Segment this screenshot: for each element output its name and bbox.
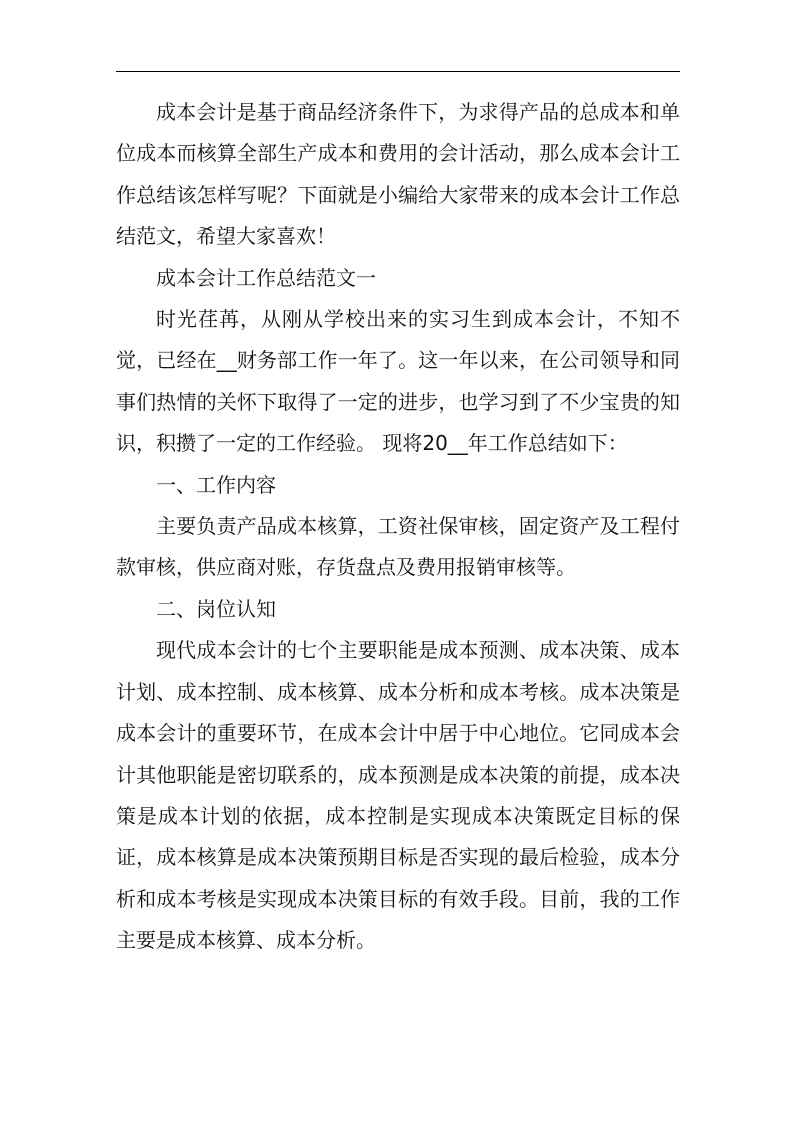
subheading-role-understanding: 二、岗位认知 [156,596,276,621]
header-rule [116,71,680,72]
intro-paragraph: 成本会计是基于商品经济条件下，为求得产品的总成本和单位成本而核算全部生产成本和费用的会计活动，那么成本会计工作总结该怎样写呢？下面就是小编给大家带来的成本会计工作总结范文，希望大家喜欢！ [116,100,680,249]
document-body [116,92,680,962]
body-paragraph: 现代成本会计的七个主要职能是成本预测、成本决策、成本计划、成本控制、成本核算、成本分析和成本考核。成本决策是成本会计的重要环节，在成本会计中居于中心地位。它同成本会计其他职能是密切联系的，成本预测是成本决策的前提，成本决策是成本计划的依据，成本控制是实现成本决策既定目标的保证，成本核算是成本决策预期目标是否实现的最后检验，成本分析和成本考核是实现成本决策目标的有效手段。目前，我的工作主要是成本核算、成本分析。 [116,638,680,953]
body-paragraph: 时光荏苒，从刚从学校出来的实习生到成本会计，不知不觉，已经在__财务部工作一年了。这一年以来，在公司领导和同事们热情的关怀下取得了一定的进步，也学习到了不少宝贵的知识，积攒了一定的工作经验。 现将20__年工作总结如下： [116,307,680,456]
body-paragraph: 主要负责产品成本核算，工资社保审核，固定资产及工程付款审核，供应商对账，存货盘点及费用报销审核等。 [116,514,680,580]
section-title: 成本会计工作总结范文一 [156,265,376,290]
subheading-work-content: 一、工作内容 [156,472,276,497]
